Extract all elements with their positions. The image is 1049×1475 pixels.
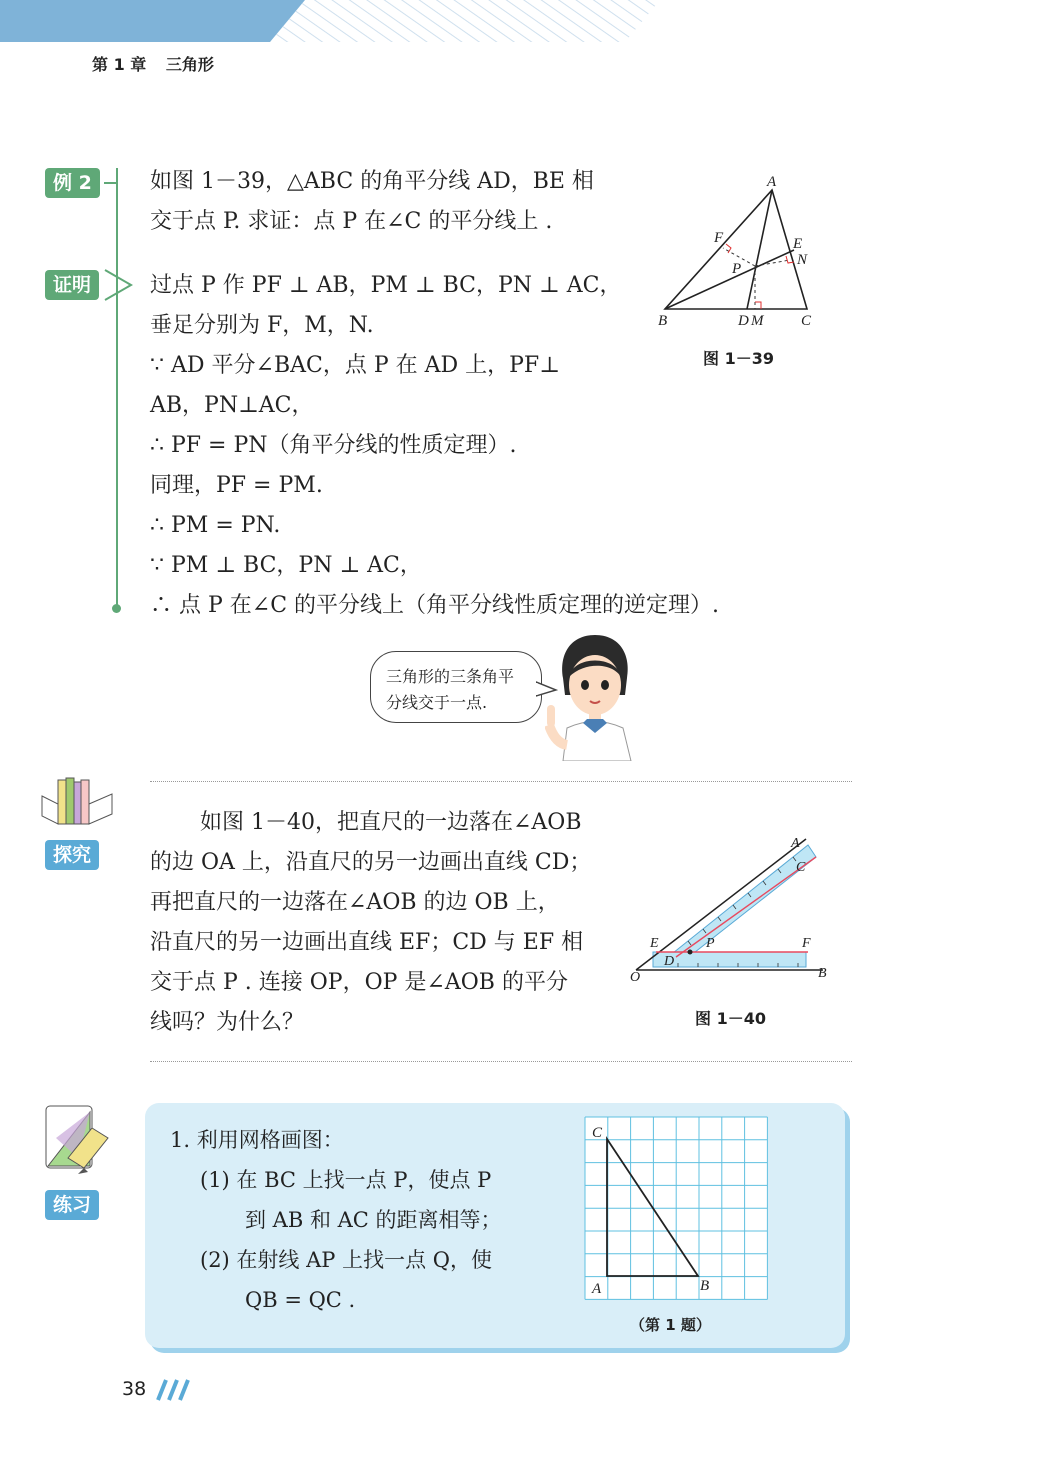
figure-1-40 [628, 835, 838, 985]
proof-line-1: 过点 P 作 PF ⊥ AB，PM ⊥ BC，PN ⊥ AC， [150, 273, 622, 298]
proof-line-7: ∴ PM = PN. [150, 513, 281, 538]
proof-tag: 证明 [45, 270, 99, 300]
proof-line-3: ∵ AD 平分∠BAC，点 P 在 AD 上，PF⊥ [150, 353, 560, 378]
proof-sidebar-line [116, 168, 118, 608]
label-f: F [714, 230, 724, 246]
proof-line-5: ∴ PF = PN（角平分线的性质定理）. [150, 433, 517, 458]
exercise-tag: 练习 [45, 1190, 99, 1220]
proof-arrow-icon [103, 268, 135, 302]
grid-label-c: C [592, 1125, 603, 1141]
exercise-line-2: (1) 在 BC 上找一点 P，使点 P [200, 1168, 492, 1192]
explore-line-2: 的边 OA 上，沿直尺的另一边画出直线 CD； [150, 850, 592, 875]
exercise-line-4: (2) 在射线 AP 上找一点 Q，使 [200, 1248, 492, 1272]
label-c: C [801, 313, 812, 329]
label-a: A [767, 174, 777, 190]
chapter-number: 第 1 章 [92, 55, 147, 74]
bisector-ad [747, 190, 772, 309]
right-angle-f [726, 244, 731, 253]
label-c-40: C [796, 860, 806, 875]
example-line-1: 如图 1－39，△ABC 的角平分线 AD，BE 相 [150, 169, 594, 194]
explore-tag: 探究 [45, 840, 99, 870]
explore-separator-bottom [150, 1061, 852, 1062]
header-band [0, 0, 1049, 45]
speech-text-2: 分线交于一点. [386, 693, 488, 712]
proof-line-6: 同理，PF = PM. [150, 473, 323, 498]
grid-caption: （第 1 题） [630, 1316, 711, 1334]
explore-line-3: 再把直尺的一边落在∠AOB 的边 OB 上， [150, 890, 560, 915]
proof-line-2: 垂足分别为 F，M，N. [150, 313, 374, 338]
line-cd [676, 857, 816, 957]
grid-label-a: A [592, 1281, 602, 1297]
figure-1-39 [650, 170, 830, 335]
explore-line-4: 沿直尺的另一边画出直线 EF；CD 与 EF 相 [150, 930, 584, 955]
label-a-40: A [791, 836, 800, 851]
label-m: M [751, 313, 764, 329]
proof-line-8: ∵ PM ⊥ BC，PN ⊥ AC， [150, 553, 422, 578]
chapter-title: 三角形 [165, 55, 214, 74]
label-e-40: E [650, 936, 659, 951]
label-f-40: F [802, 936, 811, 951]
books-icon [40, 776, 115, 831]
label-e: E [793, 236, 803, 252]
ruler-ob [653, 952, 806, 967]
ray-oa [636, 839, 806, 970]
example-tag: 例 2 [45, 168, 100, 198]
proof-end-dot [112, 604, 121, 613]
figure-1-40-caption: 图 1－40 [695, 1009, 766, 1028]
explore-line-6: 线吗？为什么？ [150, 1010, 305, 1035]
label-d-40: D [664, 954, 675, 969]
pencil-triangle-icon [38, 1098, 113, 1176]
label-o-40: O [630, 970, 641, 985]
speech-text-1: 三角形的三条角平 [386, 667, 515, 686]
exercise-grid-figure [580, 1112, 775, 1302]
bisector-be [665, 250, 794, 309]
exercise-line-3: 到 AB 和 AC 的距离相等； [245, 1208, 502, 1232]
proof-line-9: ∴ 点 P 在∠C 的平分线上（角平分线性质定理的逆定理）. [150, 593, 720, 618]
label-p-40: P [706, 936, 715, 951]
page-number: 38 [122, 1378, 147, 1400]
point-p [688, 950, 693, 955]
example-line-2: 交于点 P. 求证：点 P 在∠C 的平分线上 . [150, 209, 553, 234]
label-d: D [738, 313, 749, 329]
exercise-line-5: QB = QC . [245, 1288, 356, 1312]
explore-line-5: 交于点 P . 连接 OP，OP 是∠AOB 的平分 [150, 970, 568, 995]
label-n: N [797, 252, 808, 268]
right-angle-m [755, 302, 761, 309]
girl-illustration [545, 633, 645, 761]
figure-1-39-caption: 图 1－39 [703, 349, 774, 368]
chapter-label [92, 52, 214, 75]
ruler-oa [668, 845, 816, 967]
page-slashes-icon [150, 1378, 192, 1402]
exercise-line-1: 1. 利用网格画图： [170, 1128, 344, 1152]
explore-separator-top [150, 781, 852, 782]
example-tick [104, 182, 118, 184]
label-p: P [732, 261, 742, 277]
label-b-40: B [818, 966, 827, 981]
explore-line-1: 如图 1－40，把直尺的一边落在∠AOB [200, 810, 582, 835]
grid-label-b: B [700, 1278, 710, 1294]
proof-line-4: AB，PN⊥AC， [150, 393, 314, 418]
label-b: B [658, 313, 668, 329]
triangle-abc [665, 190, 807, 309]
